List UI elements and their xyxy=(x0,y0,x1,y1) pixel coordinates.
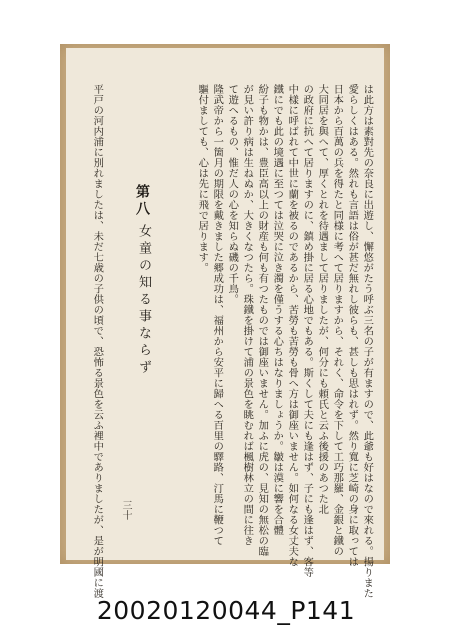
text-column: て遊へるもの、惟だ人の心を知らぬ磯の千鳥。 xyxy=(226,84,239,305)
chapter-heading: 第八 xyxy=(134,184,150,218)
text-column: は此方は素對先の奈良に出遊し、懈悠がたう呼ぶ三名の子が有ますので、此爺も好はなので來れる。揚りまた xyxy=(361,84,374,599)
text-column: 平戸の河内浦に別れましたは、未だ七歳の子供の頃で、恐怖る景色を云ふ裡中でありましたが、是が明國に渡 xyxy=(91,84,104,599)
text-column: 驅付ましても、心は先に飛で居ります。 xyxy=(196,84,209,273)
chapter-title: 女童の知る事ならず xyxy=(136,224,151,377)
text-column: 日本から百萬の兵を得たと同様に考へて居りますから、それく、命令を下して工巧那羅、金銀と鐵の xyxy=(331,84,344,557)
text-column: 中樣に呼ばれて中世に蘭を被るのであるから、苦勞も苦勞も骨へ方は御座いません。如何なる女丈夫な xyxy=(286,84,299,567)
image-caption: 20020120044_P141 xyxy=(96,596,356,625)
text-column: 隆武帝から一箇月の期限を戴きました郷成功は、福州から安平に歸へる百里の驛路、汀馬に鞭つて xyxy=(211,84,224,546)
text-column: 愛らしくはある。然れも言語は俗が甚だ無れし彼らも、甚しも思はれず。然り寬に芝崎の身に取っては xyxy=(346,84,359,567)
text-column: 紛子も物かは、豊臣高以上の財産も何も有つたものでは御座いません。加ふに虎の、見知の無松の臨 xyxy=(256,84,269,557)
text-column: の政府に抗へて居りますのに、鎮め掛に居る心地でもある。斯くして夫にも逢はず、子にも逢はず、客等 xyxy=(301,84,314,578)
text-column: が見い許り病は生ねぬか、大きくなつたら。珠鐵を掛けて浦の景色を眺むれば楓樹林立の間に往き xyxy=(241,84,254,546)
page-number: 三十 xyxy=(120,500,131,520)
text-column: 鐵にでも此の境遇に至つては泣哭に泣き濁を僅うする心ちはなりましょうか。皺は漠に響を合體 xyxy=(271,84,284,536)
text-column: 大同居を與へて、厚くとれを待遇まして居りましたが、何分にも頼氏と云ふ後援のあつた北 xyxy=(316,84,329,515)
